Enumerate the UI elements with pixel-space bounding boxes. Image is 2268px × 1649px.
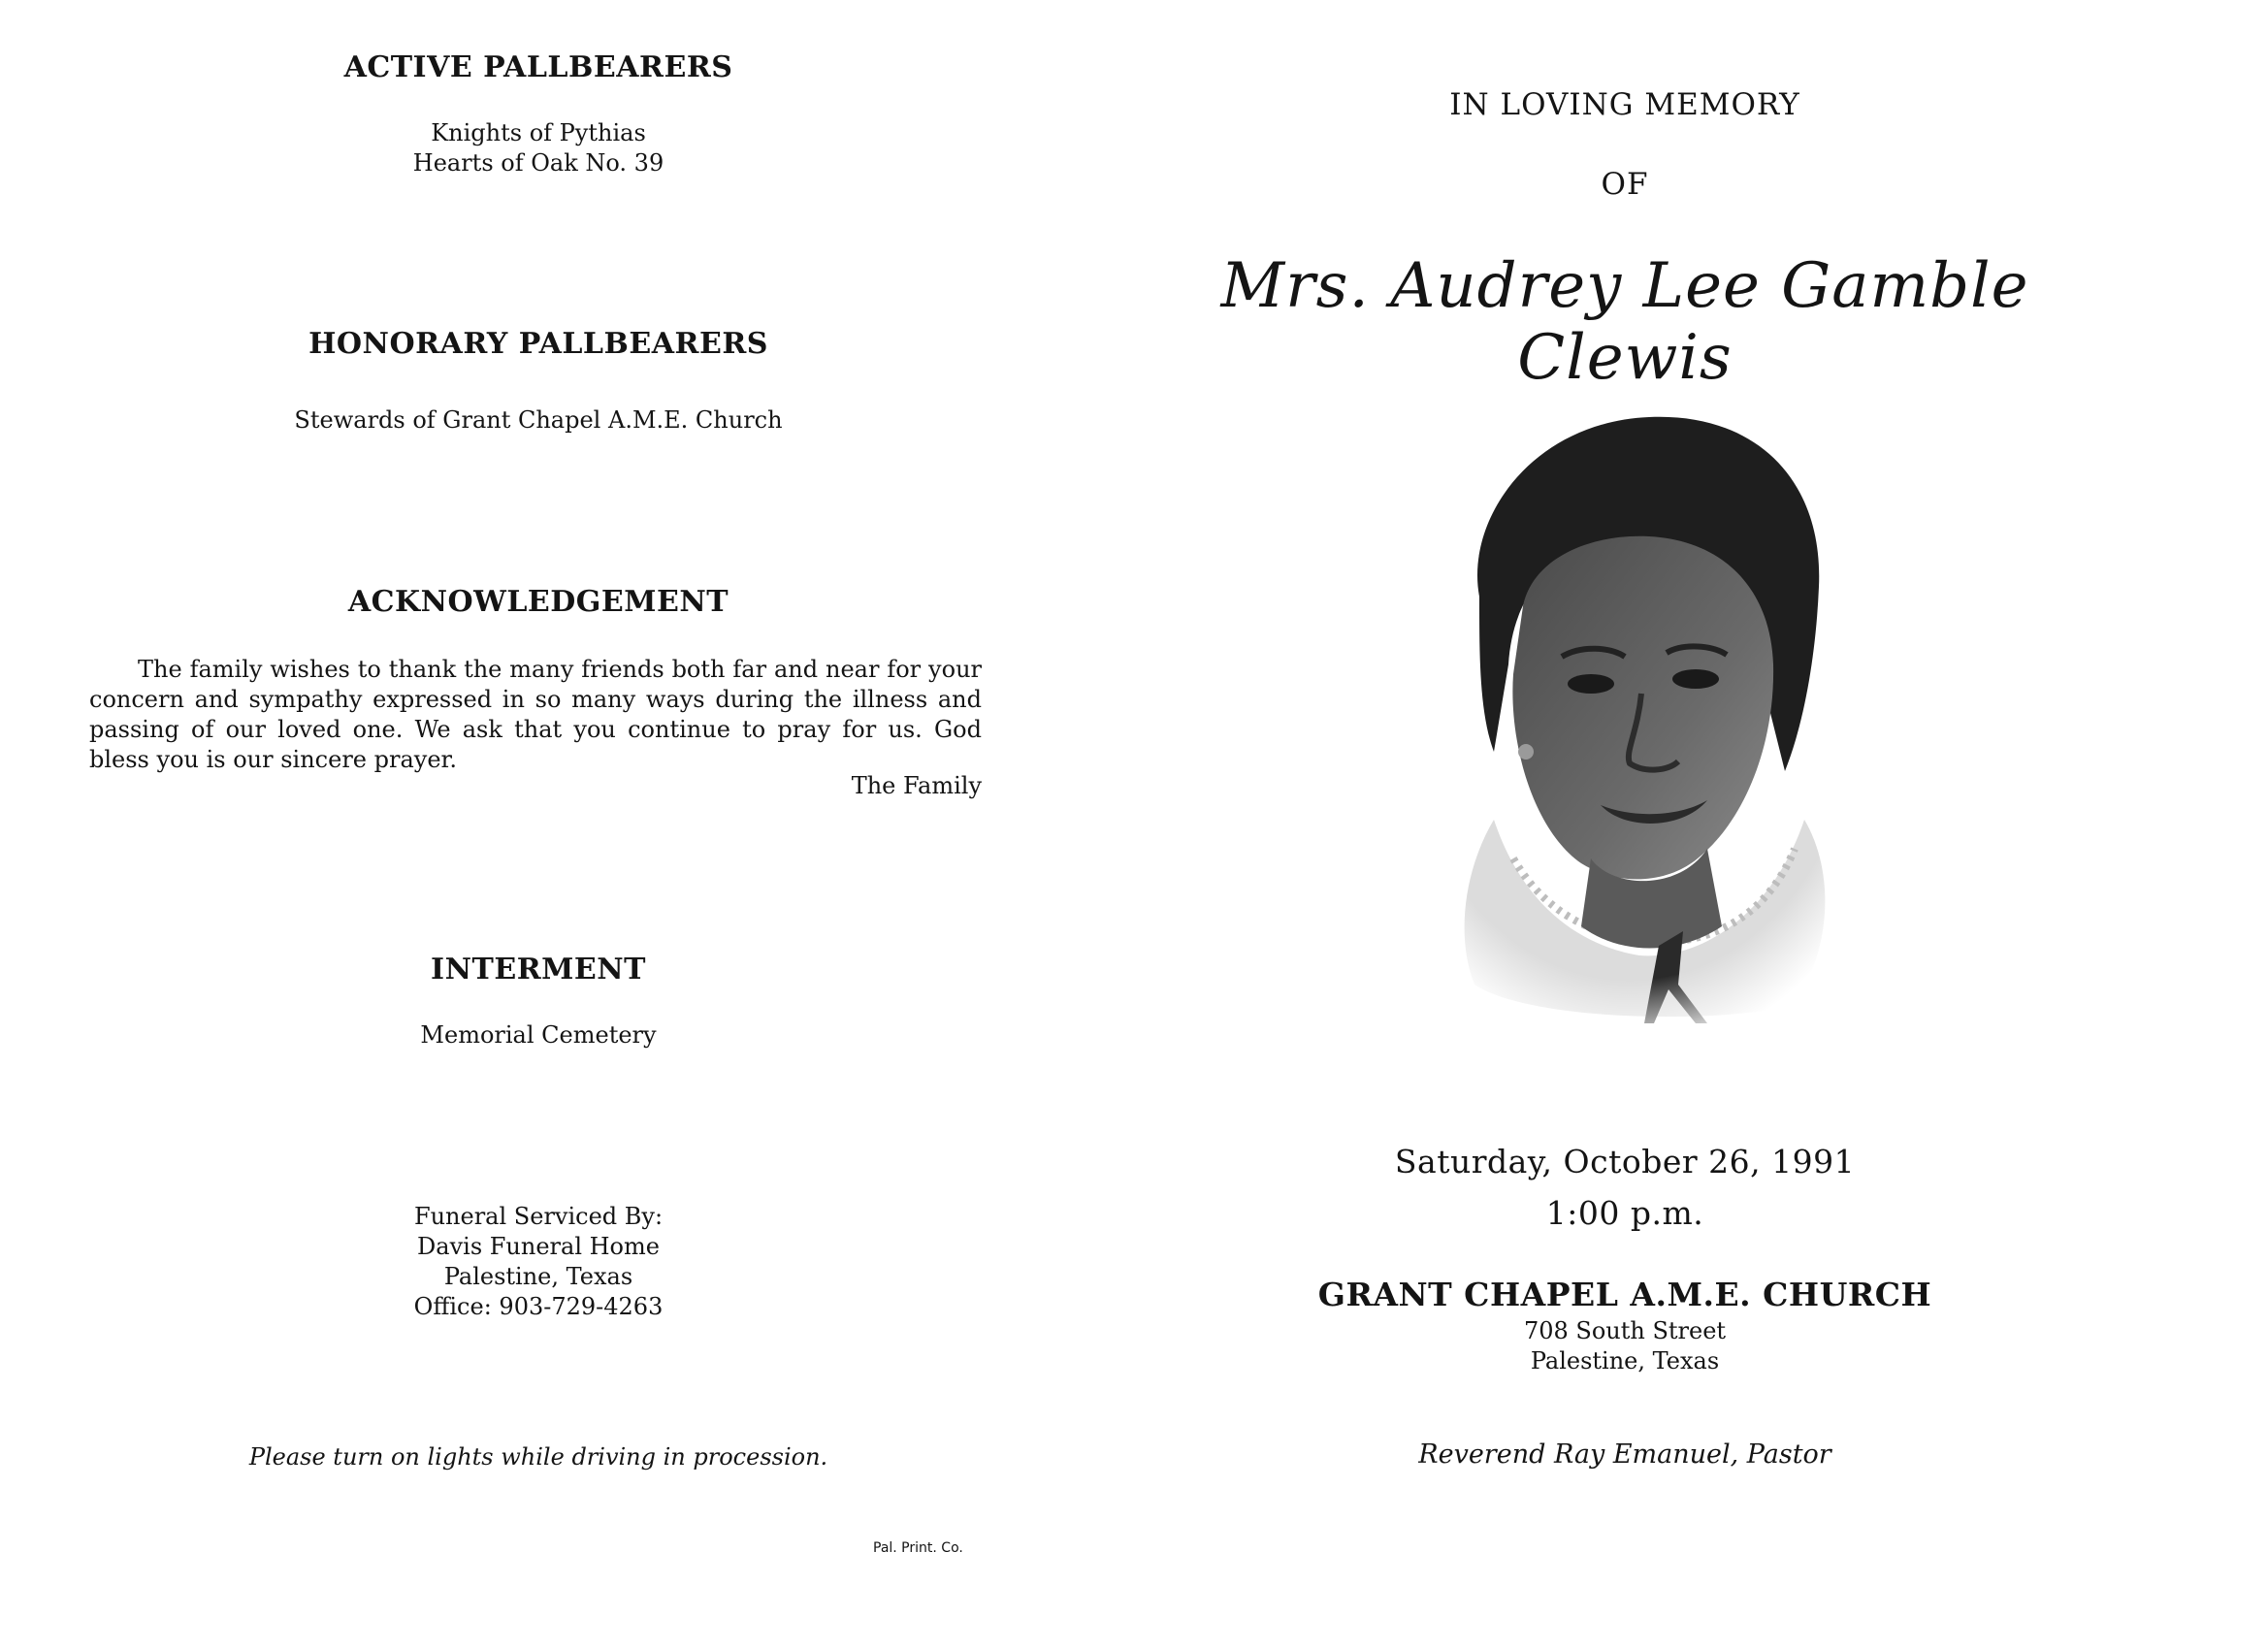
interment-heading: INTERMENT — [431, 953, 646, 986]
acknowledgement-signature: The Family — [851, 772, 982, 799]
active-pallbearers-heading: ACTIVE PALLBEARERS — [343, 50, 733, 84]
honorary-pallbearers-line1: Stewards of Grant Chapel A.M.E. Church — [294, 406, 783, 434]
memory-of: OF — [1601, 167, 1649, 202]
active-pallbearers-line2: Hearts of Oak No. 39 — [412, 149, 664, 177]
funeral-home-city: Palestine, Texas — [443, 1263, 633, 1290]
printer-credit: Pal. Print. Co. — [873, 1540, 963, 1556]
church-city: Palestine, Texas — [1530, 1347, 1720, 1374]
honorary-pallbearers-heading: HONORARY PALLBEARERS — [308, 327, 768, 361]
funeral-home-phone: Office: 903-729-4263 — [413, 1293, 664, 1320]
service-time: 1:00 p.m. — [1545, 1194, 1704, 1232]
left-panel — [0, 0, 1077, 1649]
acknowledgement-heading: ACKNOWLEDGEMENT — [347, 585, 729, 619]
active-pallbearers-line1: Knights of Pythias — [431, 119, 646, 146]
interment-line1: Memorial Cemetery — [420, 1021, 657, 1049]
acknowledgement-text: The family wishes to thank the many friends both far and near for your concern and sympathy expressed in so many ways during the illness and passing of our loved one. We ask that you continue to pray for us. God bless you is our sincere prayer. — [89, 656, 982, 773]
funeral-home-name: Davis Funeral Home — [417, 1233, 660, 1260]
church-name: GRANT CHAPEL A.M.E. CHURCH — [1317, 1276, 1932, 1313]
church-street: 708 South Street — [1523, 1317, 1727, 1344]
pastor-line: Reverend Ray Emanuel, Pastor — [1418, 1439, 1831, 1470]
deceased-name: Mrs. Audrey Lee Gamble Clewis — [1220, 250, 2029, 394]
procession-note: Please turn on lights while driving in procession. — [248, 1443, 828, 1471]
right-panel — [1125, 0, 2124, 1649]
funeral-serviced-by: Funeral Serviced By: — [413, 1203, 664, 1230]
service-date: Saturday, October 26, 1991 — [1394, 1143, 1856, 1180]
portrait-photo — [1387, 403, 1872, 1023]
in-loving-memory: IN LOVING MEMORY — [1449, 87, 1800, 122]
